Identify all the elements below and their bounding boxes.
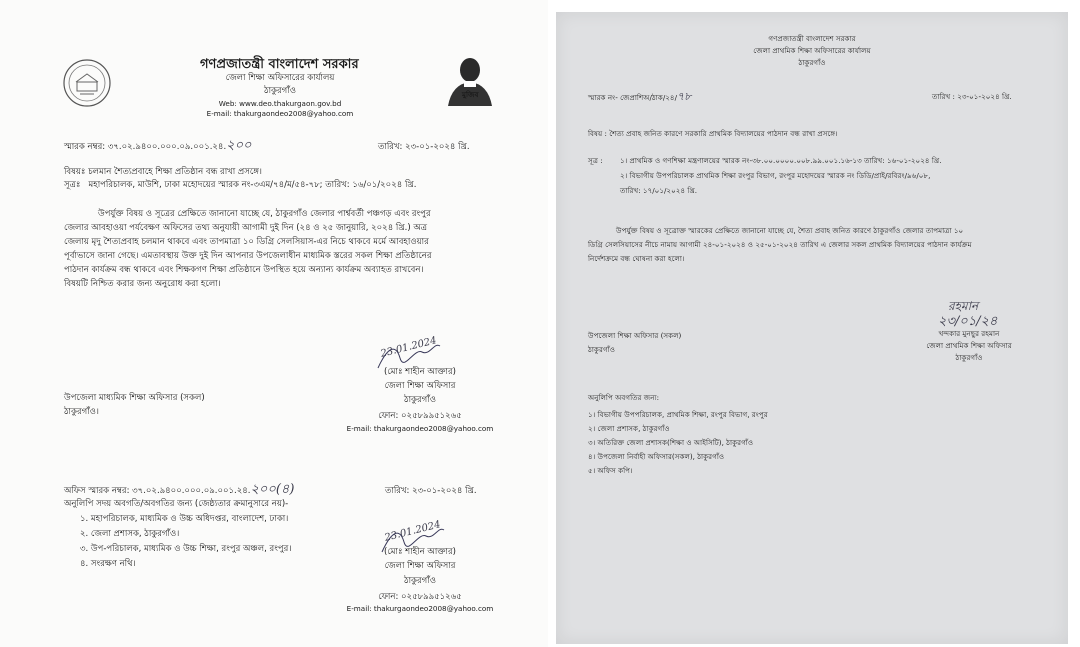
right-recipient-line2: ঠাকুরগাঁও [588, 345, 615, 354]
signatory-email: E-mail: thakurgaondeo2008@yahoo.com [346, 604, 494, 613]
signatory-designation: জেলা শিক্ষা অফিসার [384, 561, 456, 571]
signatory-designation: জেলা শিক্ষা অফিসার [384, 381, 456, 391]
right-subject: বিষয় : শৈত্য প্রবাহ জনিত কারণে সরকারি প্রাথমিক বিদ্যালয়ের পাঠদান বন্ধ রাখা প্রসঙ্গে। [588, 129, 838, 138]
signatory-name: (মোঃ শাহীন আক্তার) [384, 547, 456, 557]
right-signatory-place: ঠাকুরগাঁও [955, 353, 983, 362]
office-name: জেলা শিক্ষা অফিসারের কার্যালয় [225, 73, 335, 83]
signatory-email: E-mail: thakurgaondeo2008@yahoo.com [346, 424, 494, 433]
body-line: বিষয়টি নিশ্চিত করার জন্য অনুরোধ করা হলো। [64, 279, 221, 289]
recipient-line1: উপজেলা মাধ্যমিক শিক্ষা অফিসার (সকল) [64, 393, 205, 403]
copy-heading: অনুলিপি সদয় অবগতি/অবগতির জন্য (জেষ্ঠ্যতার ক্রমানুসারে নয়)- [64, 499, 289, 509]
office-web: Web: www.deo.thakurgaon.gov.bd [218, 99, 342, 108]
right-body-line: নির্দেশক্রমে বন্ধ ঘোষনা করা হলো। [588, 254, 685, 263]
body-line: জেলার আবহাওয়া পর্যবেক্ষণ অফিসের তথ্য অনুযায়ী আগামী দুই দিন (২৪ ও ২৫ জানুয়ারি, ২০২৪ খ্রি.) অত্র [64, 223, 428, 233]
body-line: উপর্যুক্ত বিষয় ও সূত্রের প্রেক্ষিতে জানানো যাচ্ছে যে, ঠাকুরগাঁও জেলার পার্শ্ববর্তী পঞ্চগড় এবং রংপুর [98, 209, 431, 219]
copy-item: ৪. সংরক্ষণ নথি। [80, 559, 136, 569]
right-copy-item: ৫। অফিস কপি। [588, 466, 633, 475]
right-signature-scribble: রহমান [948, 299, 979, 313]
right-header-line2: জেলা প্রাথমিক শিক্ষা অফিসারের কার্যালয় [753, 46, 871, 55]
right-copy-item: ১। বিভাগীয় উপপরিচালক, প্রাথমিক শিক্ষা, রংপুর বিভাগ, রংপুর [588, 410, 768, 419]
body-line: পাঠদান কার্যক্রম বন্ধ থাকবে এবং শিক্ষকগণ শিক্ষা প্রতিষ্ঠানে উপস্থিত হয়ে অন্যান্য কার্যক্রম অব্যাহত রাখবেন। [64, 265, 424, 275]
body-line: জেলায় মৃদু শৈত্যপ্রবাহ চলমান থাকবে এবং তাপমাত্রা ১০ ডিগ্রি সেলসিয়াস-এর নিচে থাকবে মর্মে আবহাওয়ার [64, 237, 429, 247]
govt-title: গণপ্রজাতন্ত্রী বাংলাদেশ সরকার [200, 57, 359, 72]
right-header-line3: ঠাকুরগাঁও [798, 58, 826, 67]
signatory-place: ঠাকুরগাঁও [404, 395, 436, 405]
office-place: ঠাকুরগাঁও [264, 86, 296, 96]
copy-item: ২. জেলা প্রশাসক, ঠাকুরগাঁও। [80, 529, 180, 539]
right-copy-heading: অনুলিপি অবগতির জন্য: [588, 393, 659, 402]
right-memo-number: স্মারক নং- জেপ্রাশিঅ/ঠাক/২৪/৭৮ [588, 90, 692, 103]
right-body-line: উপর্যুক্ত বিষয় ও সূত্রোক্ত স্মারকের প্রেক্ষিতে জানানো যাচ্ছে যে, শৈত্য প্রবাহ জনিত কারণে ঠাকুরগাঁও জেলার তাপমাত্রা ১০ [616, 226, 964, 235]
right-source-line: ২। বিভাগীয় উপপরিচালক প্রাথমিক শিক্ষা রংপুর বিভাগ, রংপুর মহোদয়ের স্মারক নং ডিডি/প্রাই/রবিরং/৯৬/০৮, [620, 171, 931, 180]
signatory-phone: ফোন: ০২৫৮৯৯৫১২৬৫ [378, 411, 462, 421]
right-signatory-name: খন্দকার মুনছুর রহমান [938, 329, 1000, 338]
signatory-place: ঠাকুরগাঁও [404, 576, 436, 586]
memo-number: স্মারক নম্বর: ৩৭.০২.৯৪০০.০০০.০৯.০০১.২৪.২০০ [64, 138, 252, 153]
signatory-phone: ফোন: ০২৫৮৯৯৫১২৬৫ [378, 592, 462, 602]
right-header-line1: গণপ্রজাতন্ত্রী বাংলাদেশ সরকার [768, 34, 856, 43]
copy-memo-number: অফিস স্মারক নম্বর: ৩৭.০২.৯৪০০.০০০.০৯.০০১.২৪.২০০(৪) [64, 482, 295, 497]
right-signature-date: ২৩/০১/২৪ [938, 314, 998, 329]
right-source-line: তারিখ: ১৭/০১/২০২৪ খ্রি. [620, 186, 698, 195]
right-copy-item: ৩। অতিরিক্ত জেলা প্রশাসক(শিক্ষা ও আইসিটি), ঠাকুরগাঁও [588, 438, 754, 447]
right-copy-item: ২। জেলা প্রশাসক, ঠাকুরগাঁও [588, 424, 670, 433]
right-recipient-line1: উপজেলা শিক্ষা অফিসার (সকল) [588, 331, 682, 340]
office-email: E-mail: thakurgaondeo2008@yahoo.com [206, 109, 354, 118]
recipient-line2: ঠাকুরগাঁও। [64, 407, 99, 417]
signatory-name: (মোঃ শাহীন আক্তার) [384, 367, 456, 377]
source-line: সূত্রঃ মহাপরিচালক, মাউশি, ঢাকা মহোদয়ের স্মারক নং-৩এম/৭৪/ম/৫৪-৭৮; তারিখ: ১৬/০১/২০২৪ খ্রি. [64, 180, 417, 190]
copy-item: ১. মহাপরিচালক, মাধ্যমিক ও উচ্চ অধিদপ্তর, বাংলাদেশ, ঢাকা। [80, 514, 289, 524]
copy-memo-date: তারিখ: ২৩-০১-২০২৪ খ্রি. [385, 486, 477, 496]
right-memo-date: তারিখ : ২৩-০১-২০২৪ খ্রি. [932, 92, 1012, 101]
portrait-caption: মুজিব [462, 90, 479, 99]
body-line: পূর্বাভাসে জানা গেছে। এমতাবস্থায় উক্ত দুই দিন আপনার উপজেলাধীন মাধ্যমিক স্তরের সকল শিক্ষা প্রতিষ্ঠানের [64, 251, 432, 261]
right-source-line: ১। প্রাথমিক ও গণশিক্ষা মন্ত্রণালয়ের স্মারক নং-৩৮.০০.০০০০.০০৮.৯৯.০০১.১৬-১৩ তারিখ: ১৬-০১-২০২৪ খ্রি. [620, 156, 942, 165]
right-body-line: ডিগ্রি সেলসিয়াসের নীচে নামায় আগামী ২৪-০১-২০২৪ ও ২৫-০১-২০২৪ তারিখ এ জেলার সকল প্রাথমিক বিদ্যালয়ের পাঠদান কার্যক্রম [588, 240, 972, 249]
right-letter [556, 12, 1068, 644]
signature-scribble: 23.01.2024 [383, 519, 442, 544]
right-source-label: সূত্র : [588, 156, 603, 165]
emblem-icon [62, 58, 112, 108]
right-copy-item: ৪। উপজেলা নির্বাহী অফিসার(সকল), ঠাকুরগাঁও [588, 452, 725, 461]
copy-item: ৩. উপ-পরিচালক, মাধ্যমিক ও উচ্চ শিক্ষা, রংপুর অঞ্চল, রংপুর। [80, 544, 292, 554]
right-signatory-designation: জেলা প্রাথমিক শিক্ষা অফিসার [926, 341, 1012, 350]
subject-line: বিষয়ঃ চলমান শৈত্যপ্রবাহে শিক্ষা প্রতিষ্ঠান বন্ধ রাখা প্রসঙ্গে। [64, 167, 262, 177]
memo-date: তারিখ: ২৩-০১-২০২৪ খ্রি. [378, 142, 470, 152]
signature-scribble: 23.01.2024 [379, 335, 438, 360]
